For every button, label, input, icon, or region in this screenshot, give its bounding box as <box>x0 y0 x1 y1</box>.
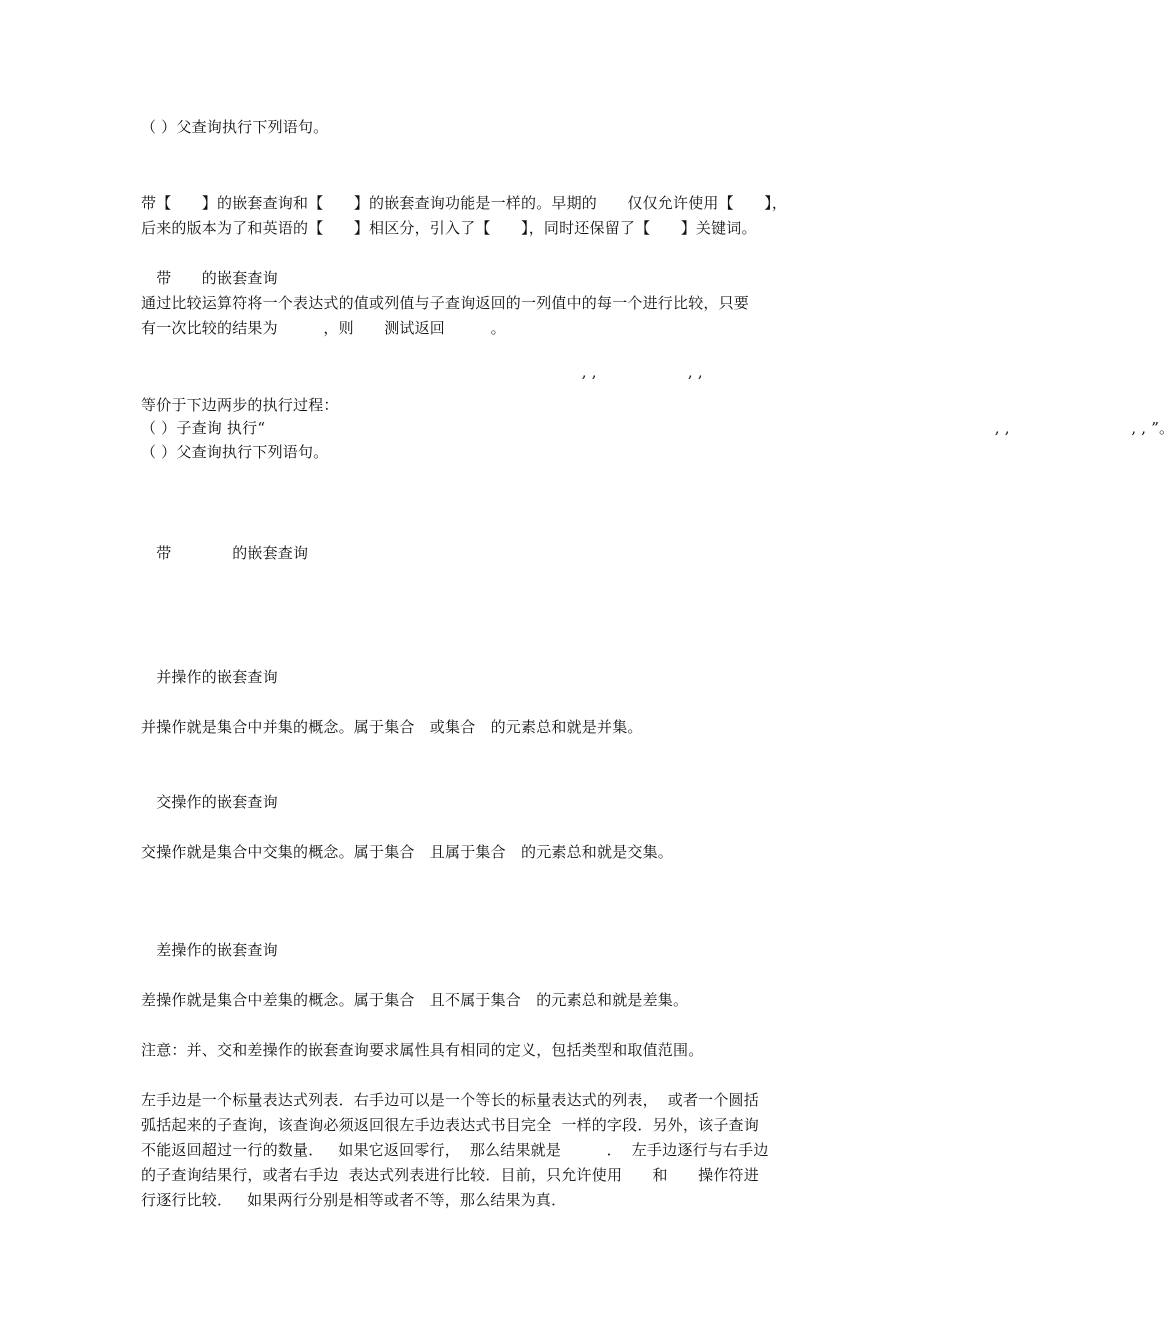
parent-query-step: （ ）父查询执行下列语句。 <box>141 443 329 461</box>
note-text: 注意：并、交和差操作的嵌套查询要求属性具有相同的定义，包括类型和取值范围。 <box>141 1041 704 1059</box>
row-comparison-line: 行逐行比较． 如果两行分别是相等或者不等，那么结果为真． <box>141 1191 567 1209</box>
any-some-paragraph-line: 带【 】的嵌套查询和【 】的嵌套查询功能是一样的。早期的 仅仅允许使用【 】， <box>141 194 788 212</box>
section-heading-except: 差操作的嵌套查询 <box>141 941 278 959</box>
row-comparison-line: 不能返回超过一行的数量． 如果它返回零行， 那么结果就是 ． 左手边逐行与右手边 <box>141 1141 769 1159</box>
parent-query-step: （ ）父查询执行下列语句。 <box>141 118 329 136</box>
intersect-description: 交操作就是集合中交集的概念。属于集合 且属于集合 的元素总和就是交集。 <box>141 843 674 861</box>
equivalence-label: 等价于下边两步的执行过程： <box>141 396 339 414</box>
subquery-step: （ ）子查询 执行“ , , , , ”。 <box>141 419 1174 437</box>
any-some-paragraph-line: 后来的版本为了和英语的【 】相区分，引入了【 】，同时还保留了【 】关键词。 <box>141 219 757 237</box>
except-description: 差操作就是集合中差集的概念。属于集合 且不属于集合 的元素总和就是差集。 <box>141 991 689 1009</box>
any-description-line: 有一次比较的结果为 ，则 测试返回 。 <box>141 319 506 337</box>
section-heading-union: 并操作的嵌套查询 <box>141 668 278 686</box>
section-heading-any: 带 的嵌套查询 <box>141 269 278 287</box>
section-heading-all: 带 的嵌套查询 <box>141 544 309 562</box>
row-comparison-line: 的子查询结果行，或者右手边 表达式列表进行比较．目前，只允许使用 和 操作符进 <box>141 1166 759 1184</box>
row-comparison-line: 左手边是一个标量表达式列表．右手边可以是一个等长的标量表达式的列表， 或者一个圆括 <box>141 1091 759 1109</box>
any-description-line: 通过比较运算符将一个表达式的值或列值与子查询返回的一列值中的每一个进行比较，只要 <box>141 294 750 312</box>
union-description: 并操作就是集合中并集的概念。属于集合 或集合 的元素总和就是并集。 <box>141 718 643 736</box>
row-comparison-line: 弧括起来的子查询，该查询必须返回很左手边表达式书目完全 一样的字段．另外，该子查询 <box>141 1116 759 1134</box>
section-heading-intersect: 交操作的嵌套查询 <box>141 793 278 811</box>
value-list-commas: , , , , <box>141 363 703 381</box>
